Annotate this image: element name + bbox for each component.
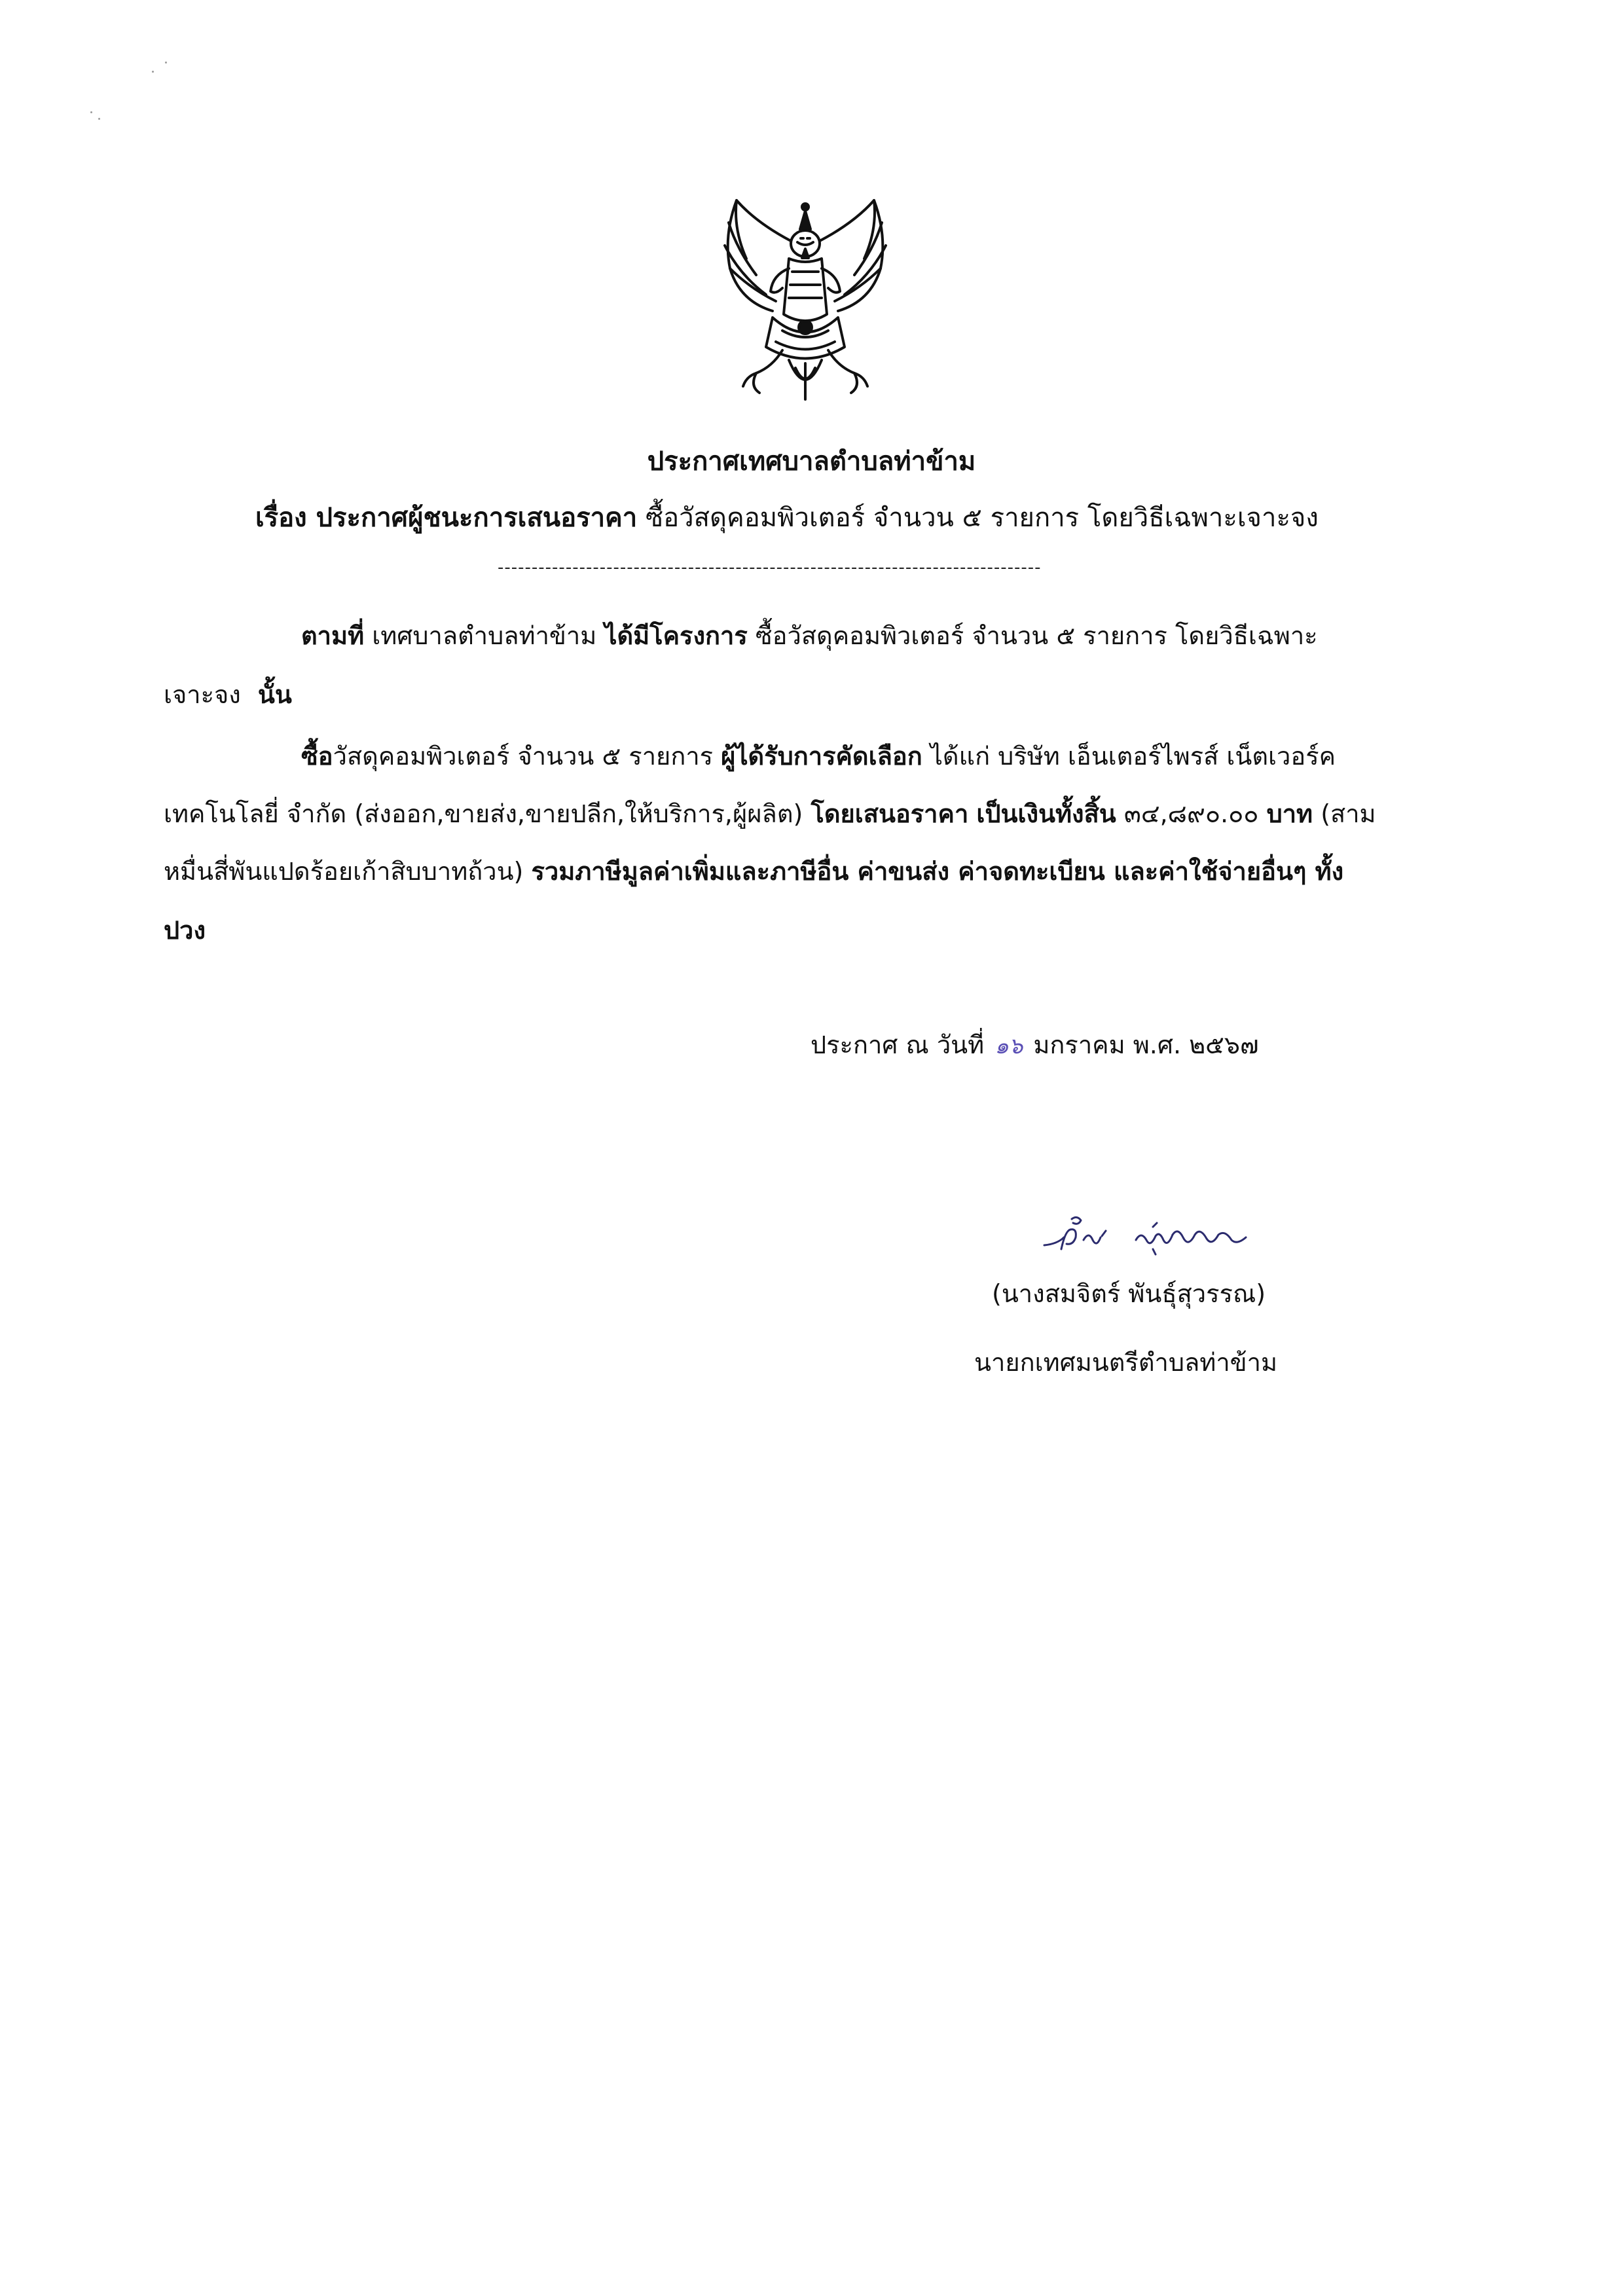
p2-included-costs: รวมภาษีมูลค่าเพิ่มและภาษีอื่น ค่าขนส่ง ค่าจดทะเบียน และค่าใช้จ่ายอื่นๆ ทั้ง <box>531 857 1344 886</box>
p2-winner-cont: เทคโนโลยี่ จำกัด (ส่งออก,ขายส่ง,ขายปลีก,ให้บริการ,ผู้ผลิต) <box>164 799 803 828</box>
scan-speck <box>165 62 167 64</box>
announcement-title: ประกาศเทศบาลตำบลท่าข้าม <box>647 446 976 477</box>
p1-method-end: เจาะจง <box>164 680 241 709</box>
subject-text: ซื้อวัสดุคอมพิวเตอร์ จำนวน ๕ รายการ โดยวิธีเฉพาะเจาะจง <box>645 503 1319 533</box>
paragraph-1-line-2 <box>164 674 292 714</box>
signer-title: นายกเทศมนตรีตำบลท่าข้าม <box>974 1348 1278 1377</box>
p1-term: ตามที่ <box>301 621 365 650</box>
p2-selected-label: ผู้ได้รับการคัดเลือก <box>721 742 922 771</box>
paragraph-2-line-4: ปวง <box>164 916 206 945</box>
p1-agency: เทศบาลตำบลท่าข้าม <box>372 621 597 650</box>
date-month-year: มกราคม พ.ศ. ๒๕๖๗ <box>1033 1030 1259 1059</box>
scan-speck <box>90 111 92 113</box>
p2-amount-words: หมื่นสี่พันแปดร้อยเก้าสิบบาทถ้วน) <box>164 857 524 886</box>
signer-name: (นางสมจิตร์ พันธุ์สุวรรณ) <box>992 1279 1266 1308</box>
date-prefix: ประกาศ ณ วันที่ <box>811 1030 985 1059</box>
handwritten-signature <box>1038 1211 1260 1264</box>
announcement-subject <box>255 496 1319 538</box>
p2-buy-label: ซื้อ <box>301 742 333 771</box>
p2-total-label: เป็นเงินทั้งสิ้น <box>976 799 1116 828</box>
p2-winner: ได้แก่ บริษัท เอ็นเตอร์ไพรส์ เน็ตเวอร์ค <box>930 742 1336 771</box>
announcement-date <box>811 1025 1259 1065</box>
p1-project: ซื้อวัสดุคอมพิวเตอร์ จำนวน ๕ รายการ โดยวิธีเฉพาะ <box>755 621 1318 650</box>
paragraph-2-line-2 <box>164 793 1376 833</box>
p2-amount: ๓๔,๘๙๐.๐๐ <box>1123 799 1259 828</box>
paragraph-1-line-1 <box>301 615 1318 655</box>
separator-line: -------------------------------------------------------------------------------- <box>498 558 1042 577</box>
scan-speck <box>98 118 100 120</box>
paragraph-2-line-3 <box>164 851 1343 891</box>
p1-closing: นั้น <box>257 680 292 709</box>
p1-project-label: ได้มีโครงการ <box>604 621 748 650</box>
p2-item: วัสดุคอมพิวเตอร์ จำนวน ๕ รายการ <box>333 742 714 771</box>
p2-baht-label: บาท <box>1266 799 1313 828</box>
paragraph-2-line-1 <box>301 736 1336 776</box>
subject-label: เรื่อง ประกาศผู้ชนะการเสนอราคา <box>255 503 638 533</box>
handwritten-day: ๑๖ <box>994 1033 1023 1059</box>
p2-amount-words-start: (สาม <box>1321 799 1376 828</box>
p2-offer-label: โดยเสนอราคา <box>811 799 969 828</box>
scan-speck <box>152 71 154 73</box>
garuda-emblem-icon <box>710 196 900 412</box>
